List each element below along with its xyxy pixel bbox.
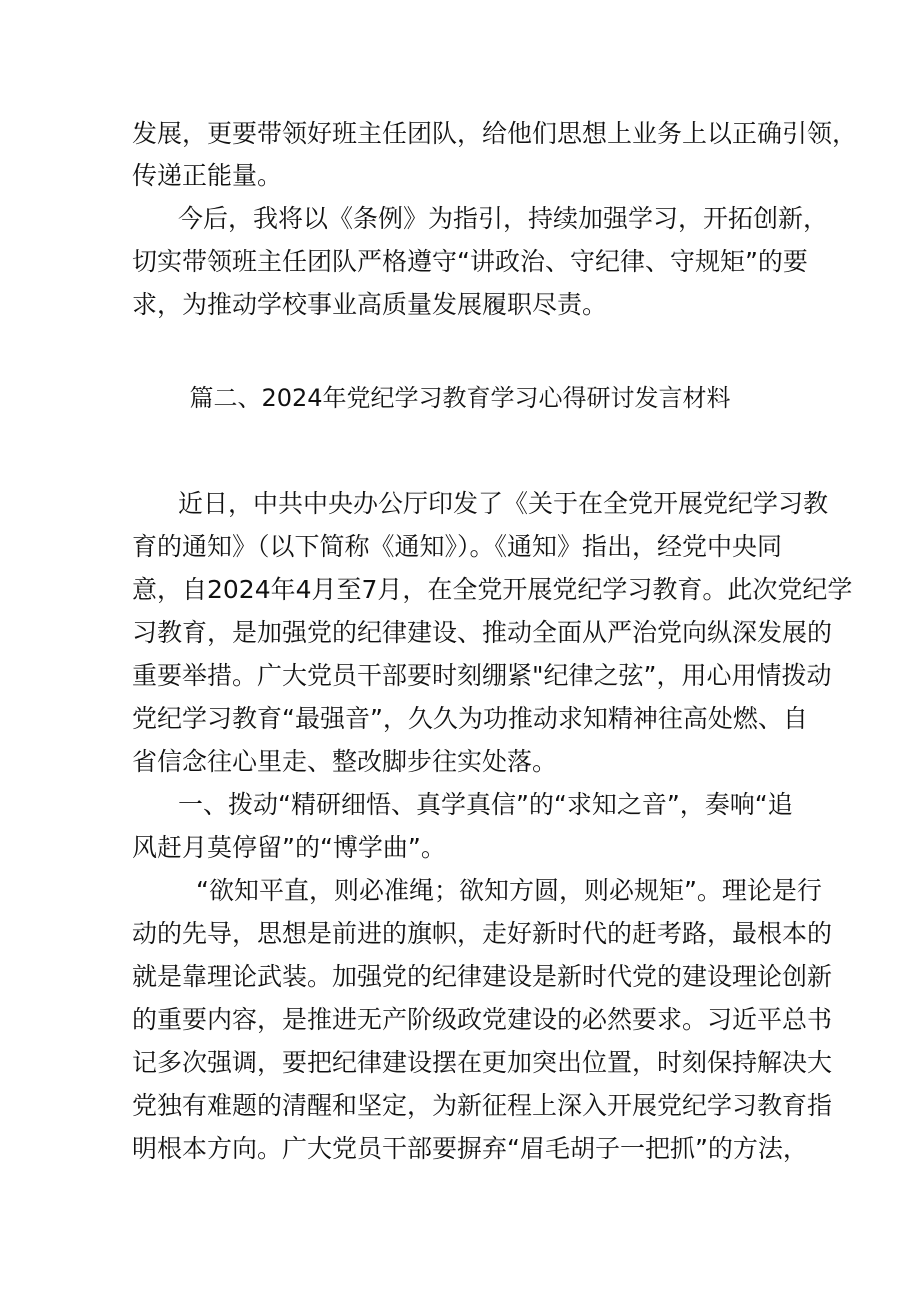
paragraph-line: 动的先导，思想是前进的旗帜，走好新时代的赶考路，最根本的 [132,919,833,948]
section-heading: 篇二、2024年党纪学习教育学习心得研讨发言材料 [189,384,731,412]
paragraph-line: 的重要内容，是推进无产阶级政党建设的必然要求。习近平总书 [132,1005,833,1034]
paragraph-line: 习教育，是加强党的纪律建设、推动全面从严治党向纵深发展的 [132,618,833,647]
paragraph-line: 发展，更要带领好班主任团队，给他们思想上业务上以正确引领， [132,119,858,148]
paragraph-line: 传递正能量。 [132,161,283,190]
paragraph-line: 求，为推动学校事业高质量发展履职尽责。 [132,290,608,319]
paragraph-line: 切实带领班主任团队严格遵守“讲政治、守纪律、守规矩”的要 [132,247,808,276]
paragraph-line: 省信念往心里走、整改脚步往实处落。 [132,747,558,776]
paragraph-line: 意，自2024年4月至7月，在全党开展党纪学习教育。此次党纪学 [132,575,853,604]
paragraph-line: 今后，我将以《条例》为指引，持续加强学习，开拓创新， [178,204,829,233]
paragraph-line: 风赶月莫停留”的“博学曲”。 [132,833,446,862]
paragraph-line: 就是靠理论武装。加强党的纪律建设是新时代党的建设理论创新 [132,962,833,991]
paragraph-line: 育的通知》（以下简称《通知》）。《通知》指出，经党中央同 [132,532,783,561]
paragraph-line: 近日，中共中央办公厅印发了《关于在全党开展党纪学习教 [178,489,829,518]
paragraph-line: 一、拨动“精研细悟、真学真信”的“求知之音”，奏响“追 [178,790,793,819]
paragraph-line: 记多次强调，要把纪律建设摆在更加突出位置，时刻保持解决大 [132,1048,833,1077]
paragraph-line: 明根本方向。广大党员干部要摒弃“眉毛胡子一把抓”的方法， [132,1134,808,1163]
paragraph-line: 重要举措。广大党员干部要时刻绷紧"纪律之弦”，用心用情拨动 [132,661,832,690]
paragraph-line: 党纪学习教育“最强音”，久久为功推动求知精神往高处燃、自 [132,704,808,733]
paragraph-line: “欲知平直，则必准绳；欲知方圆，则必规矩”。理论是行 [196,876,822,905]
paragraph-line: 党独有难题的清醒和坚定，为新征程上深入开展党纪学习教育指 [132,1091,833,1120]
